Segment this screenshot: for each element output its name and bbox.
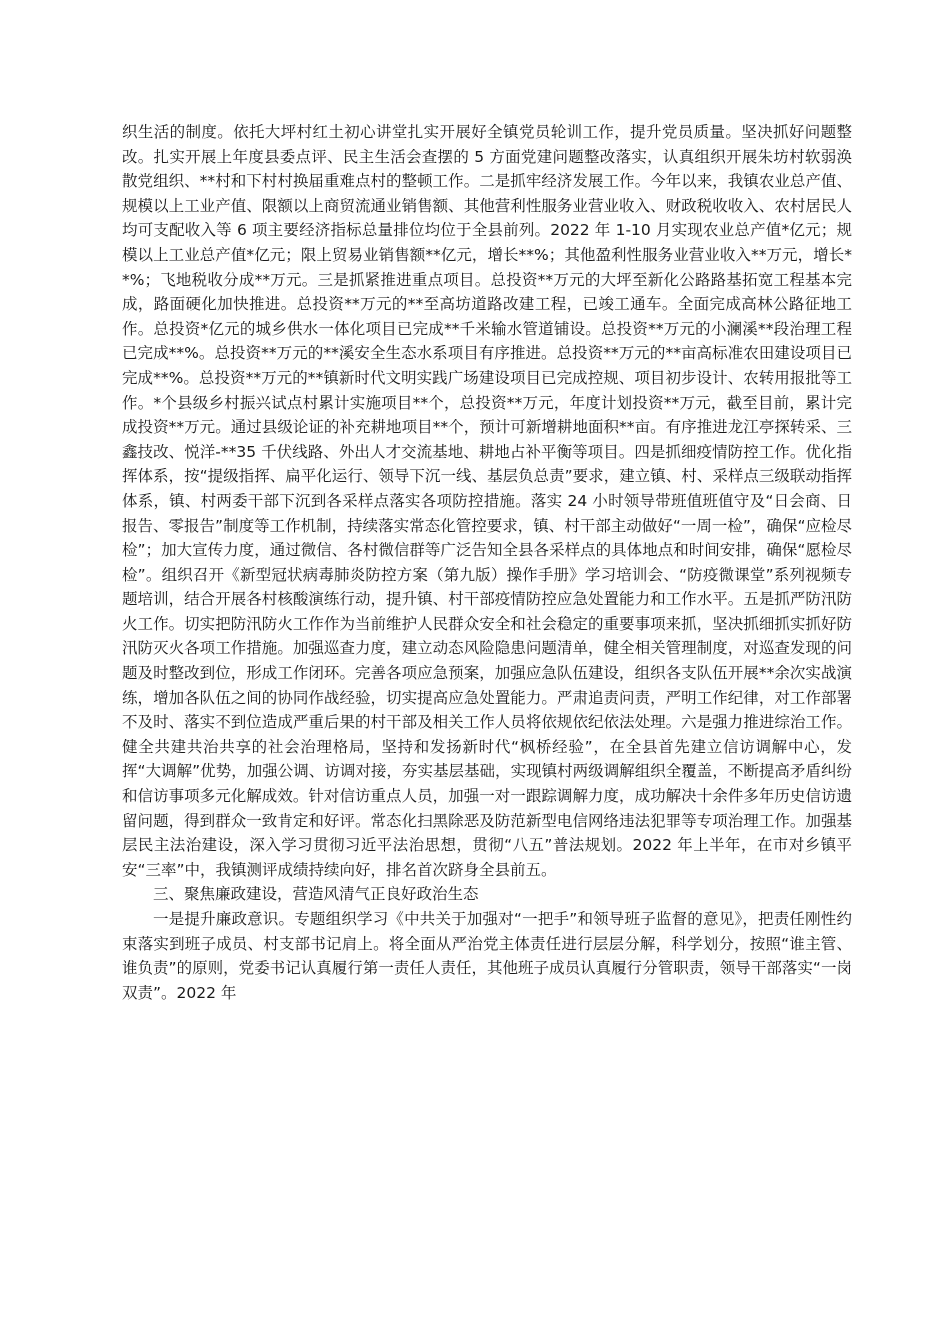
document-body (122, 120, 852, 1005)
paragraph-integrity-awareness: 一是提升廉政意识。专题组织学习《中共关于加强对“一把手”和领导班子监督的意见》，把责任刚性约束落实到班子成员、村支部书记肩上。将全面从严治党主体责任进行层层分解，科学划分，按照“谁主管、谁负责”的原则，党委书记认真履行第一责任人责任，其他班子成员认真履行分管职责，领导干部落实“一岗双责”。2022 年 (122, 910, 852, 1002)
section-heading-integrity: 三、聚焦廉政建设，营造风清气正良好政治生态 (153, 885, 479, 904)
paragraph-party-building-economy-projects: 织生活的制度。依托大坪村红土初心讲堂扎实开展好全镇党员轮训工作，提升党员质量。坚决抓好问题整改。扎实开展上年度县委点评、民主生活会查摆的 5 方面党建问题整改落实，认真组织开展朱坊村软弱涣散党组织、**村和下村村换届重难点村的整顿工作。二是抓牢经济发展工作。今年以来，我镇农业总产值、规模以上工业产值、限额以上商贸流通业销售额、其他营利性服务业营业收入、财政税收收入、农村居民人均可支配收入等 6 项主要经济指标总量排位均位于全县前列。2022 年 1-10 月实现农业总产值*亿元；规模以上工业总产值*亿元；限上贸易业销售额**亿元，增长**%；其他盈利性服务业营业收入**万元，增长**%；飞地税收分成**万元。三是抓紧推进重点项目。总投资**万元的大坪至新化公路路基拓宽工程基本完成，路面硬化加快推进。总投资**万元的**至高坊道路改建工程，已竣工通车。全面完成高林公路征地工作。总投资*亿元的城乡供水一体化项目已完成**千米输水管道铺设。总投资**万元的小澜溪**段治理工程已完成**%。总投资**万元的**溪安全生态水系项目有序推进。总投资**万元的**亩高标准农田建设项目已完成**%。总投资**万元的**镇新时代文明实践广场建设项目已完成控规、项目初步设计、农转用报批等工作。*个县级乡村振兴试点村累计实施项目**个，总投资**万元，年度计划投资**万元，截至目前，累计完成投资**万元。通过县级论证的补充耕地项目**个，预计可新增耕地面积**亩。有序推进龙江亭探转采、三鑫技改、悦洋-**35 千伏线路、外出人才交流基地、耕地占补平衡等项目。四是抓细疫情防控工作。优化指挥体系，按“提级指挥、扁平化运行、领导下沉一线、基层负总责”要求，建立镇、村、采样点三级联动指挥体系，镇、村两委干部下沉到各采样点落实各项防控措施。落实 24 小时领导带班值班值守及“日会商、日报告、零报告”制度等工作机制，持续落实常态化管控要求，镇、村干部主动做好“一周一检”，确保“应检尽检”；加大宣传力度，通过微信、各村微信群等广泛告知全县各采样点的具体地点和时间安排，确保“愿检尽检”。组织召开《新型冠状病毒肺炎防控方案（第九版）操作手册》学习培训会、“防疫微课堂”系列视频专题培训，结合开展各村核酸演练行动，提升镇、村干部疫情防控应急处置能力和工作水平。五是抓严防汛防火工作。切实把防汛防火工作作为当前维护人民群众安全和社会稳定的重要事项来抓，坚决抓细抓实抓好防汛防灭火各项工作措施。加强巡查力度，建立动态风险隐患问题清单，健全相关管理制度，对巡查发现的问题及时整改到位，形成工作闭环。完善各项应急预案，加强应急队伍建设，组织各支队伍开展**余次实战演练，增加各队伍之间的协同作战经验，切实提高应急处置能力。严肃追责问责，严明工作纪律，对工作部署不及时、落实不到位造成严重后果的村干部及相关工作人员将依规依纪依法处理。六是强力推进综治工作。健全共建共治共享的社会治理格局，坚持和发扬新时代“枫桥经验”，在全县首先建立信访调解中心，发挥“大调解”优势，加强公调、访调对接，夯实基层基础，实现镇村两级调解组织全覆盖，不断提高矛盾纠纷和信访事项多元化解成效。针对信访重点人员，加强一对一跟踪调解力度，成功解决十余件多年历史信访遗留问题，得到群众一致肯定和好评。常态化扫黑除恶及防范新型电信网络违法犯罪等专项治理工作。加强基层民主法治建设，深入学习贯彻习近平法治思想，贯彻“八五”普法规划。2022 年上半年，在市对乡镇平安“三率”中，我镇测评成绩持续向好，排名首次跻身全县前五。 (122, 123, 852, 879)
